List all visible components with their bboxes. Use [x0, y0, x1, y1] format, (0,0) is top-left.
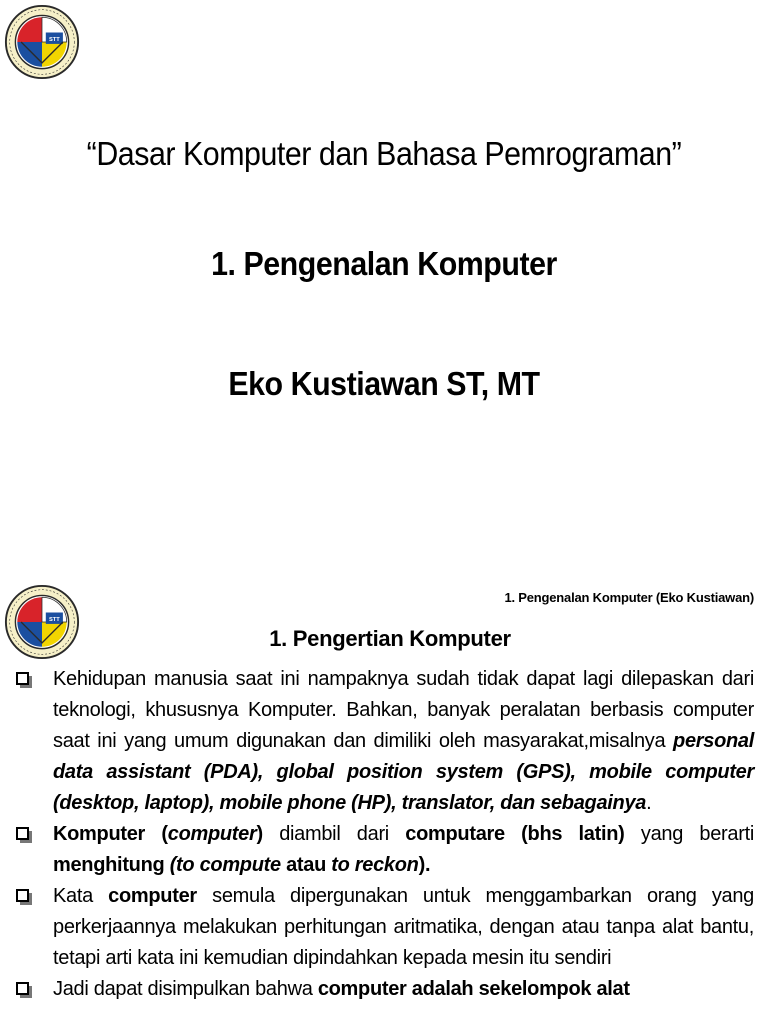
checkbox-bullet-icon: [16, 889, 29, 902]
svg-text:STT: STT: [48, 37, 60, 44]
bullet-text: Jadi dapat disimpulkan bahwa: [53, 978, 318, 1000]
bullet-emphasis: (to compute: [169, 854, 281, 876]
institution-seal-icon: [4, 4, 80, 80]
bullet-emphasis: computare (bhs latin): [405, 823, 625, 845]
bullet-text: semula dipergunakan untuk menggambarkan orang yang perkerjaannya melakukan perhitungan aritmatika, dengan atau tanpa alat bantu, tetapi arti kata ini kemudian dipindahkan kepada mesin itu sendiri: [53, 885, 754, 969]
slide-header-caption: 1. Pengenalan Komputer (Eko Kustiawan): [504, 590, 754, 605]
bullet-emphasis: to reckon: [331, 854, 419, 876]
svg-text:STT: STT: [48, 617, 60, 624]
lecture-title: 1. Pengenalan Komputer: [211, 245, 557, 282]
bullet-emphasis: computer adalah sekelompok alat: [317, 978, 630, 1000]
course-title: “Dasar Komputer dan Bahasa Pemrograman”: [86, 135, 682, 172]
bullet-item: [14, 819, 754, 881]
content-slide: [0, 580, 768, 1024]
bullet-text: .: [646, 792, 652, 814]
bullet-item: [14, 881, 754, 974]
bullet-emphasis: atau: [280, 854, 332, 876]
bullet-text: Kehidupan manusia saat ini nampaknya sudah tidak dapat lagi dilepaskan dari teknologi, khususnya Komputer. Bahkan, banyak peralatan berbasis computer saat ini yang umum digunakan dan dimiliki oleh masyarakat,misalnya: [53, 668, 754, 752]
bullet-text: yang berarti: [624, 823, 754, 845]
bullet-emphasis: personal data assistant (PDA), global position system (GPS), mobile computer (desktop, laptop), mobile phone (HP), translator, dan sebagainya: [53, 730, 754, 814]
bullet-text: Kata: [53, 885, 109, 907]
bullet-text: diambil dari: [262, 823, 406, 845]
bullet-emphasis: ).: [418, 854, 431, 876]
checkbox-bullet-icon: [16, 982, 29, 995]
bullet-list: [14, 664, 754, 1005]
bullet-item: [14, 664, 754, 819]
bullet-emphasis: computer: [108, 885, 197, 907]
checkbox-bullet-icon: [16, 672, 29, 685]
bullet-emphasis: Komputer (: [53, 823, 168, 845]
checkbox-bullet-icon: [16, 827, 29, 840]
bullet-emphasis: computer: [167, 823, 257, 845]
author-name: Eko Kustiawan ST, MT: [228, 365, 540, 402]
bullet-emphasis: ): [256, 823, 263, 845]
bullet-item: [14, 974, 754, 1005]
bullet-emphasis: menghitung: [53, 854, 170, 876]
section-heading: 1. Pengertian Komputer: [269, 626, 511, 651]
